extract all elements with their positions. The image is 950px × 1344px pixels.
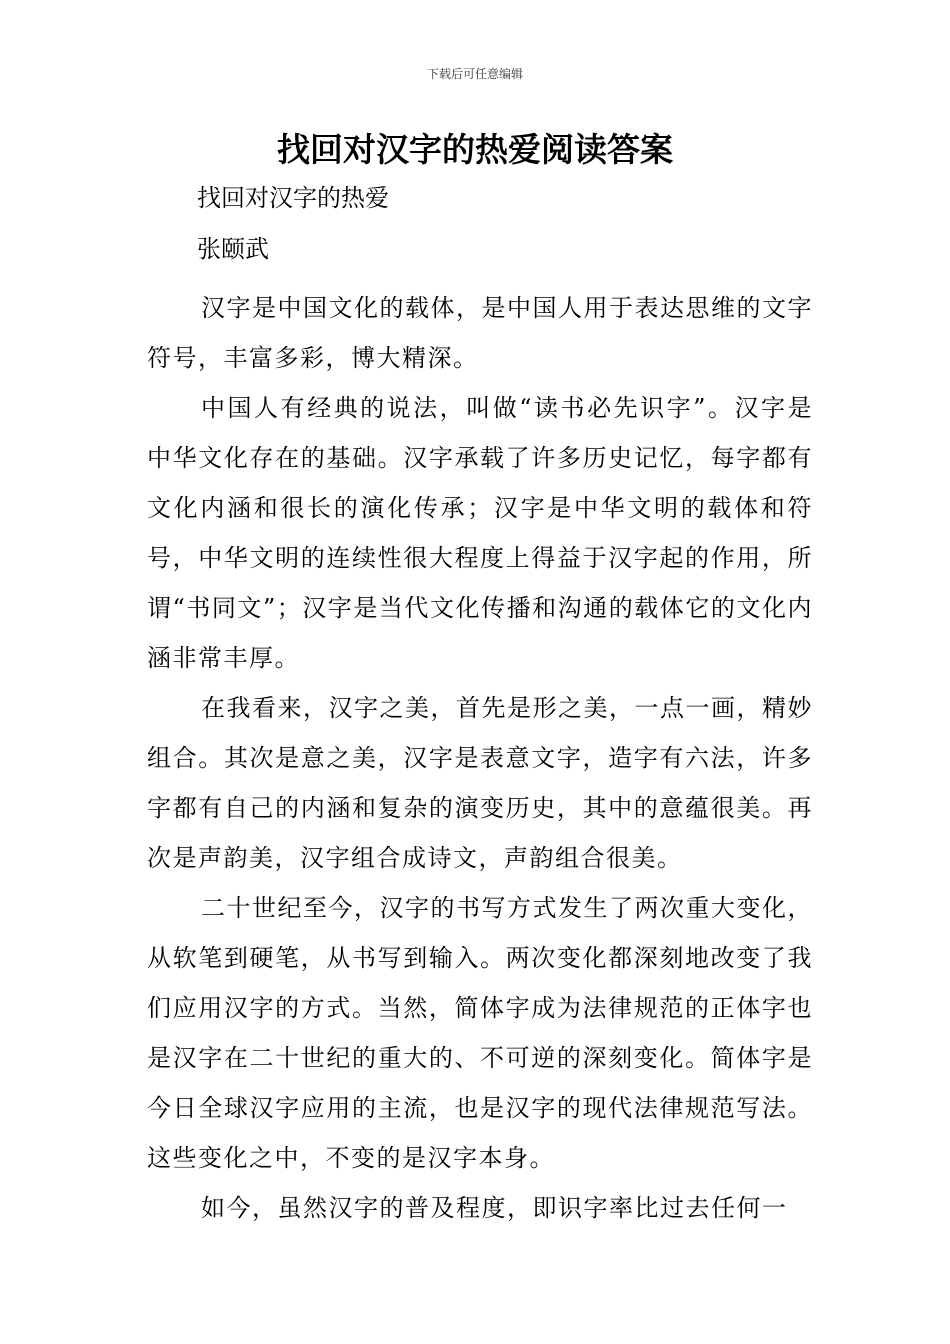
article-body [147, 283, 813, 1233]
article-author: 张颐武 [197, 235, 269, 263]
header-note: 下载后可任意编辑 [426, 67, 523, 81]
paragraph: 汉字是中国文化的载体，是中国人用于表达思维的文字符号，丰富多彩，博大精深。 [147, 294, 813, 372]
paragraph: 二十世纪至今，汉字的书写方式发生了两次重大变化，从软笔到硬笔，从书写到输入。两次变化都深刻地改变了我们应用汉字的方式。当然，简体字成为法律规范的正体字也是汉字在二十世纪的重大的、不可逆的深刻变化。简体字是今日全球汉字应用的主流，也是汉字的现代法律规范写法。这些变化之中，不变的是汉字本身。 [147, 894, 813, 1172]
article-subtitle: 找回对汉字的热爱 [197, 184, 389, 212]
paragraph: 如今，虽然汉字的普及程度，即识字率比过去任何一 [201, 1194, 788, 1222]
paragraph: 在我看来，汉字之美，首先是形之美，一点一画，精妙组合。其次是意之美，汉字是表意文字，造字有六法，许多字都有自己的内涵和复杂的演变历史，其中的意蕴很美。再次是声韵美，汉字组合成诗文，声韵组合很美。 [147, 694, 813, 872]
paragraph: 中国人有经典的说法，叫做“读书必先识字”。汉字是中华文化存在的基础。汉字承载了许多历史记忆，每字都有文化内涵和很长的演化传承；汉字是中华文明的载体和符号，中华文明的连续性很大程度上得益于汉字起的作用，所谓“书同文”；汉字是当代文化传播和沟通的载体它的文化内涵非常丰厚。 [147, 394, 813, 672]
document-title: 找回对汉字的热爱阅读答案 [277, 130, 673, 169]
